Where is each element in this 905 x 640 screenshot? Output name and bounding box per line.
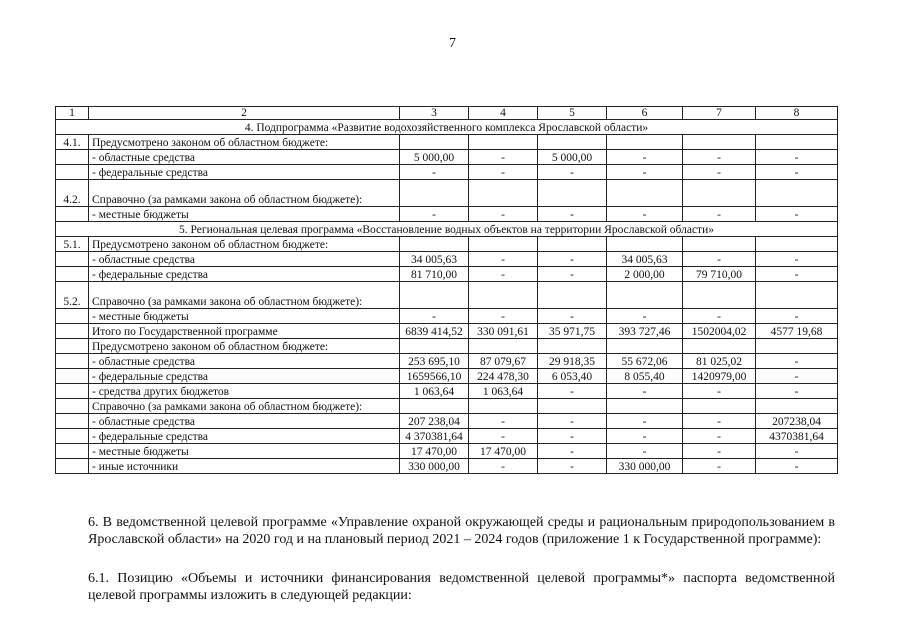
cell-value	[683, 135, 756, 150]
row-label: - областные средства	[89, 252, 400, 267]
cell-value: -	[683, 150, 756, 165]
cell-value	[756, 237, 838, 252]
cell-value: -	[683, 384, 756, 399]
cell-value: -	[469, 309, 538, 324]
cell-value: -	[607, 207, 683, 222]
row-label: - местные бюджеты	[89, 207, 400, 222]
cell-value: -	[469, 414, 538, 429]
cell-value: 34 005,63	[400, 252, 469, 267]
row-label: - средства других бюджетов	[89, 384, 400, 399]
cell-value: -	[469, 429, 538, 444]
cell-value	[469, 339, 538, 354]
paragraph-6-1: 6.1. Позицию «Объемы и источники финансирования ведомственной целевой программы*» паспорта ведомственной целевой программы изложить в следующей редакции:	[88, 571, 835, 603]
row-number	[56, 444, 89, 459]
section-row	[56, 120, 838, 135]
cell-value: -	[538, 459, 607, 474]
cell-value: -	[756, 309, 838, 324]
cell-value	[469, 180, 538, 207]
cell-value: -	[756, 150, 838, 165]
cell-value	[538, 282, 607, 309]
row-number	[56, 369, 89, 384]
col-header: 1	[56, 107, 89, 120]
cell-value	[400, 180, 469, 207]
cell-value: 29 918,35	[538, 354, 607, 369]
table-row	[56, 237, 838, 252]
cell-value	[756, 180, 838, 207]
cell-value: 17 470,00	[469, 444, 538, 459]
table-row	[56, 207, 838, 222]
cell-value: 8 055,40	[607, 369, 683, 384]
row-number: 5.2.	[56, 282, 89, 309]
table-row	[56, 252, 838, 267]
cell-value: -	[756, 384, 838, 399]
col-header: 2	[89, 107, 400, 120]
row-number	[56, 267, 89, 282]
row-number	[56, 339, 89, 354]
cell-value: 79 710,00	[683, 267, 756, 282]
cell-value: -	[538, 267, 607, 282]
cell-value	[607, 237, 683, 252]
cell-value: -	[538, 429, 607, 444]
cell-value: -	[756, 354, 838, 369]
cell-value: 1 063,64	[469, 384, 538, 399]
table-row	[56, 339, 838, 354]
table-row	[56, 429, 838, 444]
row-label: - областные средства	[89, 414, 400, 429]
table-row	[56, 150, 838, 165]
cell-value	[400, 339, 469, 354]
cell-value: -	[538, 384, 607, 399]
cell-value: -	[538, 414, 607, 429]
cell-value: 6 053,40	[538, 369, 607, 384]
cell-value: -	[607, 165, 683, 180]
cell-value	[400, 237, 469, 252]
cell-value: 81 025,02	[683, 354, 756, 369]
row-number	[56, 354, 89, 369]
cell-value: -	[683, 429, 756, 444]
cell-value: -	[683, 207, 756, 222]
cell-value: -	[607, 429, 683, 444]
cell-value: 1659566,10	[400, 369, 469, 384]
cell-value	[607, 339, 683, 354]
cell-value	[683, 282, 756, 309]
cell-value: -	[607, 384, 683, 399]
row-label: - федеральные средства	[89, 267, 400, 282]
row-number	[56, 165, 89, 180]
cell-value: 5 000,00	[538, 150, 607, 165]
budget-table	[55, 106, 838, 474]
row-number: 5.1.	[56, 237, 89, 252]
table-row	[56, 135, 838, 150]
cell-value: -	[756, 444, 838, 459]
cell-value: 224 478,30	[469, 369, 538, 384]
table-row	[56, 444, 838, 459]
row-number: 4.2.	[56, 180, 89, 207]
cell-value: 2 000,00	[607, 267, 683, 282]
cell-value	[756, 282, 838, 309]
row-label: - федеральные средства	[89, 429, 400, 444]
cell-value: 1502004,02	[683, 324, 756, 339]
cell-value	[538, 135, 607, 150]
table-row	[56, 459, 838, 474]
section-title: 4. Подпрограмма «Развитие водохозяйственного комплекса Ярославской области»	[56, 120, 838, 135]
cell-value: -	[756, 369, 838, 384]
table-row	[56, 354, 838, 369]
cell-value: 81 710,00	[400, 267, 469, 282]
row-label: - федеральные средства	[89, 165, 400, 180]
table-row	[56, 414, 838, 429]
row-number	[56, 399, 89, 414]
row-label: - федеральные средства	[89, 369, 400, 384]
cell-value: -	[683, 252, 756, 267]
cell-value: 6839 414,52	[400, 324, 469, 339]
cell-value	[538, 399, 607, 414]
cell-value: -	[538, 444, 607, 459]
table-row	[56, 180, 838, 207]
cell-value: 207238,04	[756, 414, 838, 429]
row-number	[56, 324, 89, 339]
cell-value: 330 000,00	[400, 459, 469, 474]
cell-value: -	[400, 165, 469, 180]
cell-value: -	[683, 165, 756, 180]
row-label: - иные источники	[89, 459, 400, 474]
cell-value: -	[607, 150, 683, 165]
cell-value: 330 091,61	[469, 324, 538, 339]
paragraph-block	[88, 514, 835, 548]
col-header: 3	[400, 107, 469, 120]
cell-value: -	[538, 252, 607, 267]
row-label: Справочно (за рамками закона об областном бюджете):	[89, 180, 400, 207]
row-number	[56, 384, 89, 399]
cell-value	[400, 399, 469, 414]
cell-value	[607, 135, 683, 150]
cell-value: 17 470,00	[400, 444, 469, 459]
cell-value: -	[607, 414, 683, 429]
cell-value: -	[683, 459, 756, 474]
table-row	[56, 282, 838, 309]
row-number: 4.1.	[56, 135, 89, 150]
col-header: 5	[538, 107, 607, 120]
cell-value	[756, 339, 838, 354]
row-label: - областные средства	[89, 354, 400, 369]
cell-value: 34 005,63	[607, 252, 683, 267]
cell-value: 55 672,06	[607, 354, 683, 369]
cell-value: 1 063,64	[400, 384, 469, 399]
row-number	[56, 459, 89, 474]
row-label: Предусмотрено законом об областном бюджете:	[89, 237, 400, 252]
page-number: 7	[449, 36, 456, 51]
cell-value	[400, 282, 469, 309]
cell-value: 35 971,75	[538, 324, 607, 339]
cell-value: 4 370381,64	[400, 429, 469, 444]
cell-value: -	[683, 414, 756, 429]
cell-value: -	[469, 165, 538, 180]
cell-value: -	[683, 309, 756, 324]
cell-value: 4577 19,68	[756, 324, 838, 339]
cell-value	[538, 237, 607, 252]
table-row	[56, 384, 838, 399]
cell-value: -	[538, 309, 607, 324]
header-row	[56, 107, 838, 120]
table-row	[56, 369, 838, 384]
cell-value: -	[607, 309, 683, 324]
cell-value	[469, 135, 538, 150]
col-header: 7	[683, 107, 756, 120]
row-number	[56, 414, 89, 429]
cell-value	[756, 135, 838, 150]
cell-value	[607, 282, 683, 309]
row-label: - местные бюджеты	[89, 309, 400, 324]
cell-value	[683, 180, 756, 207]
cell-value: -	[756, 165, 838, 180]
paragraph-6: 6. В ведомственной целевой программе «Управление охраной окружающей среды и рациональным природопользованием в Ярославской области» на 2020 год и на плановый период 2021 – 2024 годов (приложение 1 к Государственной программе):	[88, 515, 835, 547]
paragraph-block-2	[88, 570, 835, 604]
section-title: 5. Региональная целевая программа «Восстановление водных объектов на территории Ярославской области»	[56, 222, 838, 237]
row-label: Предусмотрено законом об областном бюджете:	[89, 339, 400, 354]
cell-value: -	[469, 150, 538, 165]
cell-value: -	[538, 165, 607, 180]
cell-value: 87 079,67	[469, 354, 538, 369]
cell-value	[469, 399, 538, 414]
table-row	[56, 165, 838, 180]
cell-value: -	[469, 252, 538, 267]
row-label: - местные бюджеты	[89, 444, 400, 459]
cell-value: 4370381,64	[756, 429, 838, 444]
cell-value: 1420979,00	[683, 369, 756, 384]
row-label: - областные средства	[89, 150, 400, 165]
cell-value: -	[400, 309, 469, 324]
col-header: 8	[756, 107, 838, 120]
cell-value	[538, 339, 607, 354]
cell-value	[400, 135, 469, 150]
col-header: 4	[469, 107, 538, 120]
row-number	[56, 207, 89, 222]
row-label: Справочно (за рамками закона об областном бюджете):	[89, 282, 400, 309]
cell-value: -	[756, 207, 838, 222]
cell-value: -	[469, 207, 538, 222]
row-number	[56, 429, 89, 444]
cell-value: -	[756, 459, 838, 474]
col-header: 6	[607, 107, 683, 120]
cell-value: -	[756, 267, 838, 282]
table-row	[56, 399, 838, 414]
row-label: Итого по Государственной программе	[89, 324, 400, 339]
row-number	[56, 309, 89, 324]
cell-value: -	[400, 207, 469, 222]
table-row	[56, 324, 838, 339]
section-row	[56, 222, 838, 237]
table-row	[56, 267, 838, 282]
row-number	[56, 252, 89, 267]
cell-value: 330 000,00	[607, 459, 683, 474]
cell-value	[683, 339, 756, 354]
cell-value	[538, 180, 607, 207]
cell-value: -	[607, 444, 683, 459]
cell-value: -	[683, 444, 756, 459]
cell-value	[469, 282, 538, 309]
row-number	[56, 150, 89, 165]
cell-value: -	[469, 267, 538, 282]
cell-value	[683, 237, 756, 252]
cell-value	[469, 237, 538, 252]
cell-value	[683, 399, 756, 414]
cell-value: -	[469, 459, 538, 474]
cell-value: 253 695,10	[400, 354, 469, 369]
cell-value: -	[538, 207, 607, 222]
cell-value: -	[756, 252, 838, 267]
cell-value	[607, 180, 683, 207]
cell-value: 393 727,46	[607, 324, 683, 339]
cell-value: 5 000,00	[400, 150, 469, 165]
table-row	[56, 309, 838, 324]
cell-value	[756, 399, 838, 414]
cell-value	[607, 399, 683, 414]
row-label: Справочно (за рамками закона об областном бюджете):	[89, 399, 400, 414]
cell-value: 207 238,04	[400, 414, 469, 429]
row-label: Предусмотрено законом об областном бюджете:	[89, 135, 400, 150]
